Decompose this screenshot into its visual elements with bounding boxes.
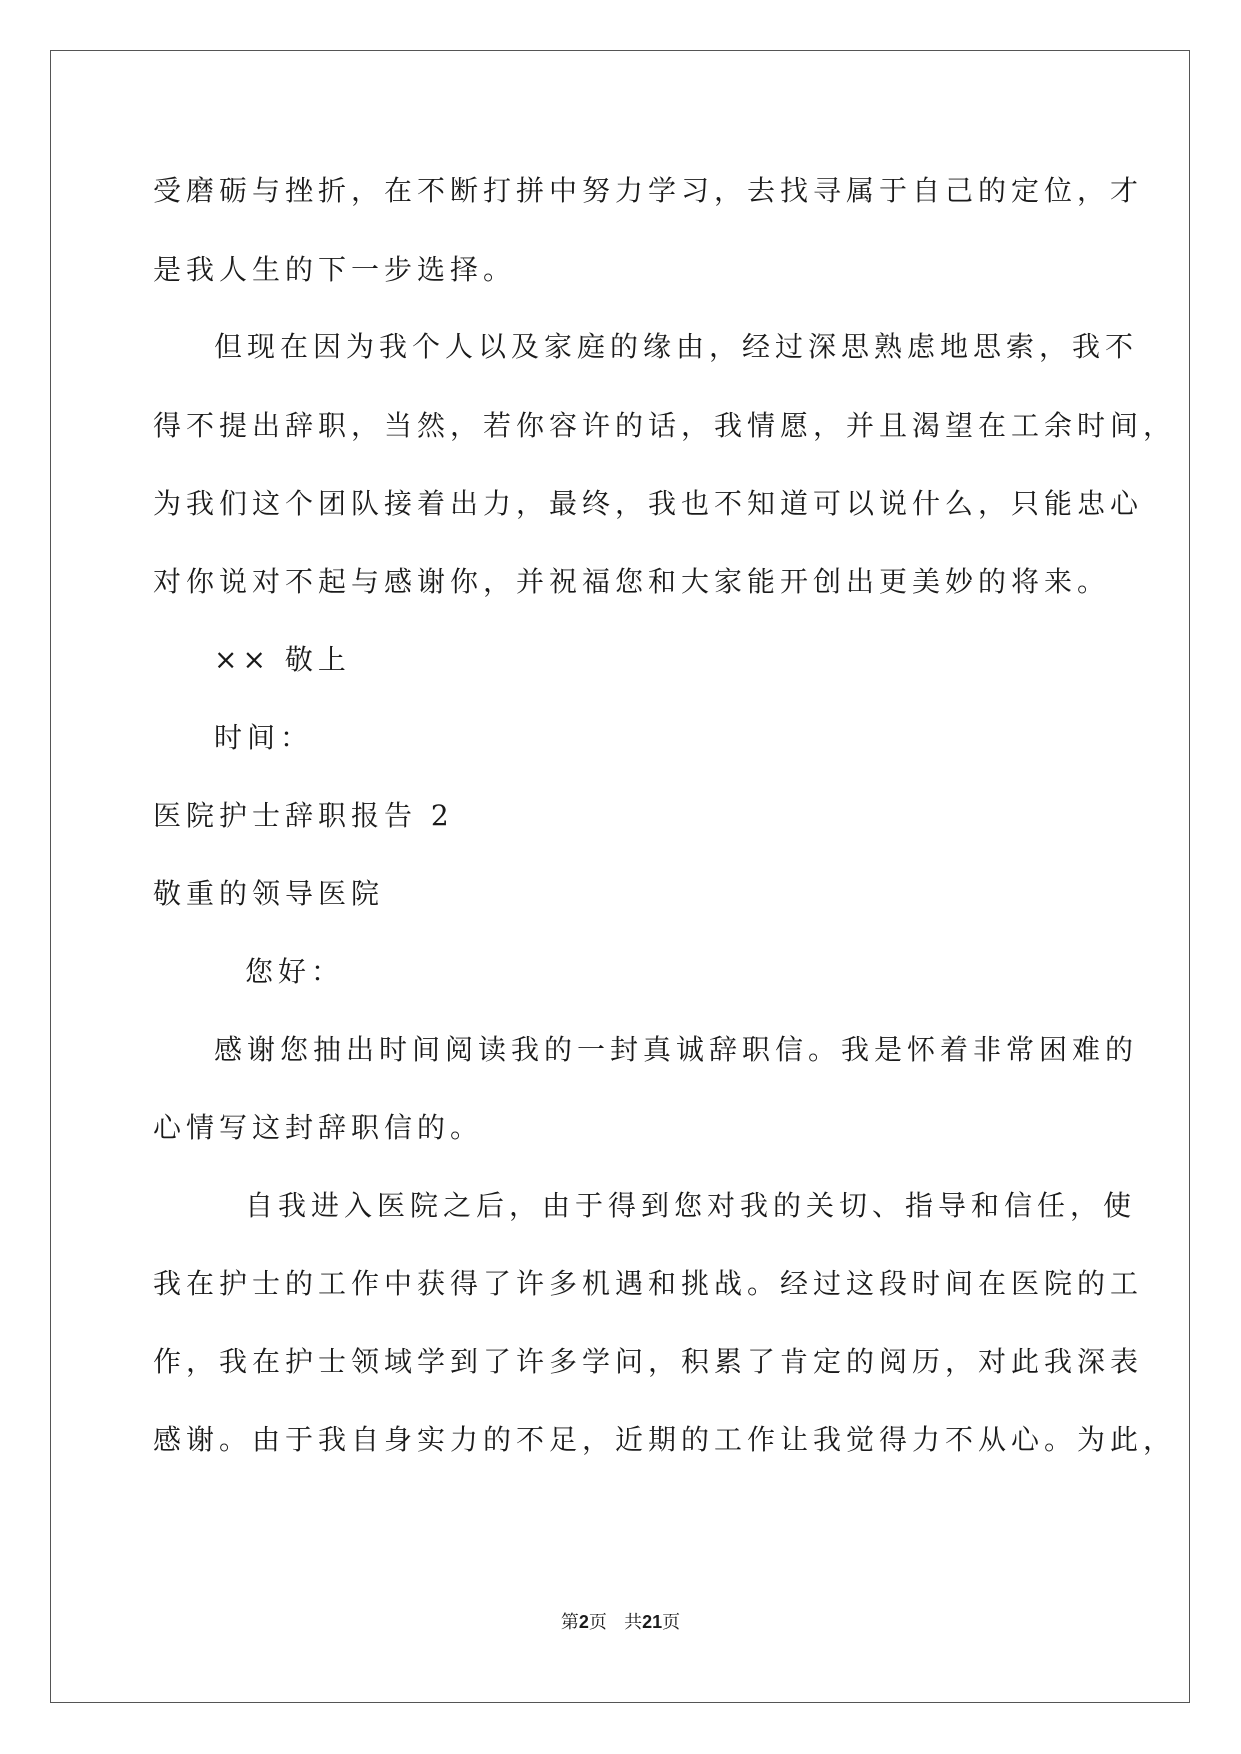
section-title: 医院护士辞职报告 2 xyxy=(153,799,454,832)
text-line: 自我进入医院之后，由于得到您对我的关切、指导和信任，使 xyxy=(245,1189,1137,1222)
text-line: 为我们这个团队接着出力，最终，我也不知道可以说什么，只能忠心 xyxy=(153,487,1144,520)
page-number: 2 xyxy=(578,1612,589,1632)
text-line: 得不提出辞职，当然，若你容许的话，我情愿，并且渴望在工余时间， xyxy=(153,409,1177,442)
page-unit: 页 xyxy=(588,1612,607,1633)
text-line: 心情写这封辞职信的。 xyxy=(153,1111,484,1144)
total-pages: 21 xyxy=(642,1612,663,1632)
total-unit: 页 xyxy=(662,1612,681,1633)
text-line: 是我人生的下一步选择。 xyxy=(153,253,517,286)
date-line: 时间： xyxy=(214,721,314,754)
text-line: 但现在因为我个人以及家庭的缘由，经过深思熟虑地思索，我不 xyxy=(214,330,1139,363)
text-line: 感谢。由于我自身实力的不足，近期的工作让我觉得力不从心。为此， xyxy=(153,1423,1177,1456)
text-line: 对你说对不起与感谢你，并祝福您和大家能开创出更美妙的将来。 xyxy=(153,565,1111,598)
text-line: 作，我在护士领域学到了许多学问，积累了肯定的阅历，对此我深表 xyxy=(153,1345,1144,1378)
text-line: 受磨砺与挫折，在不断打拼中努力学习，去找寻属于自己的定位，才 xyxy=(153,174,1144,207)
text-line: 我在护士的工作中获得了许多机遇和挑战。经过这段时间在医院的工 xyxy=(153,1267,1144,1300)
greeting: 您好： xyxy=(245,955,345,988)
page-footer xyxy=(0,1610,1241,1635)
signature-line: ×× 敬上 xyxy=(214,643,351,676)
salutation: 敬重的领导医院 xyxy=(153,877,385,910)
page-prefix: 第 xyxy=(560,1612,579,1633)
total-prefix: 共 xyxy=(624,1612,643,1633)
text-line: 感谢您抽出时间阅读我的一封真诚辞职信。我是怀着非常困难的 xyxy=(214,1033,1139,1066)
